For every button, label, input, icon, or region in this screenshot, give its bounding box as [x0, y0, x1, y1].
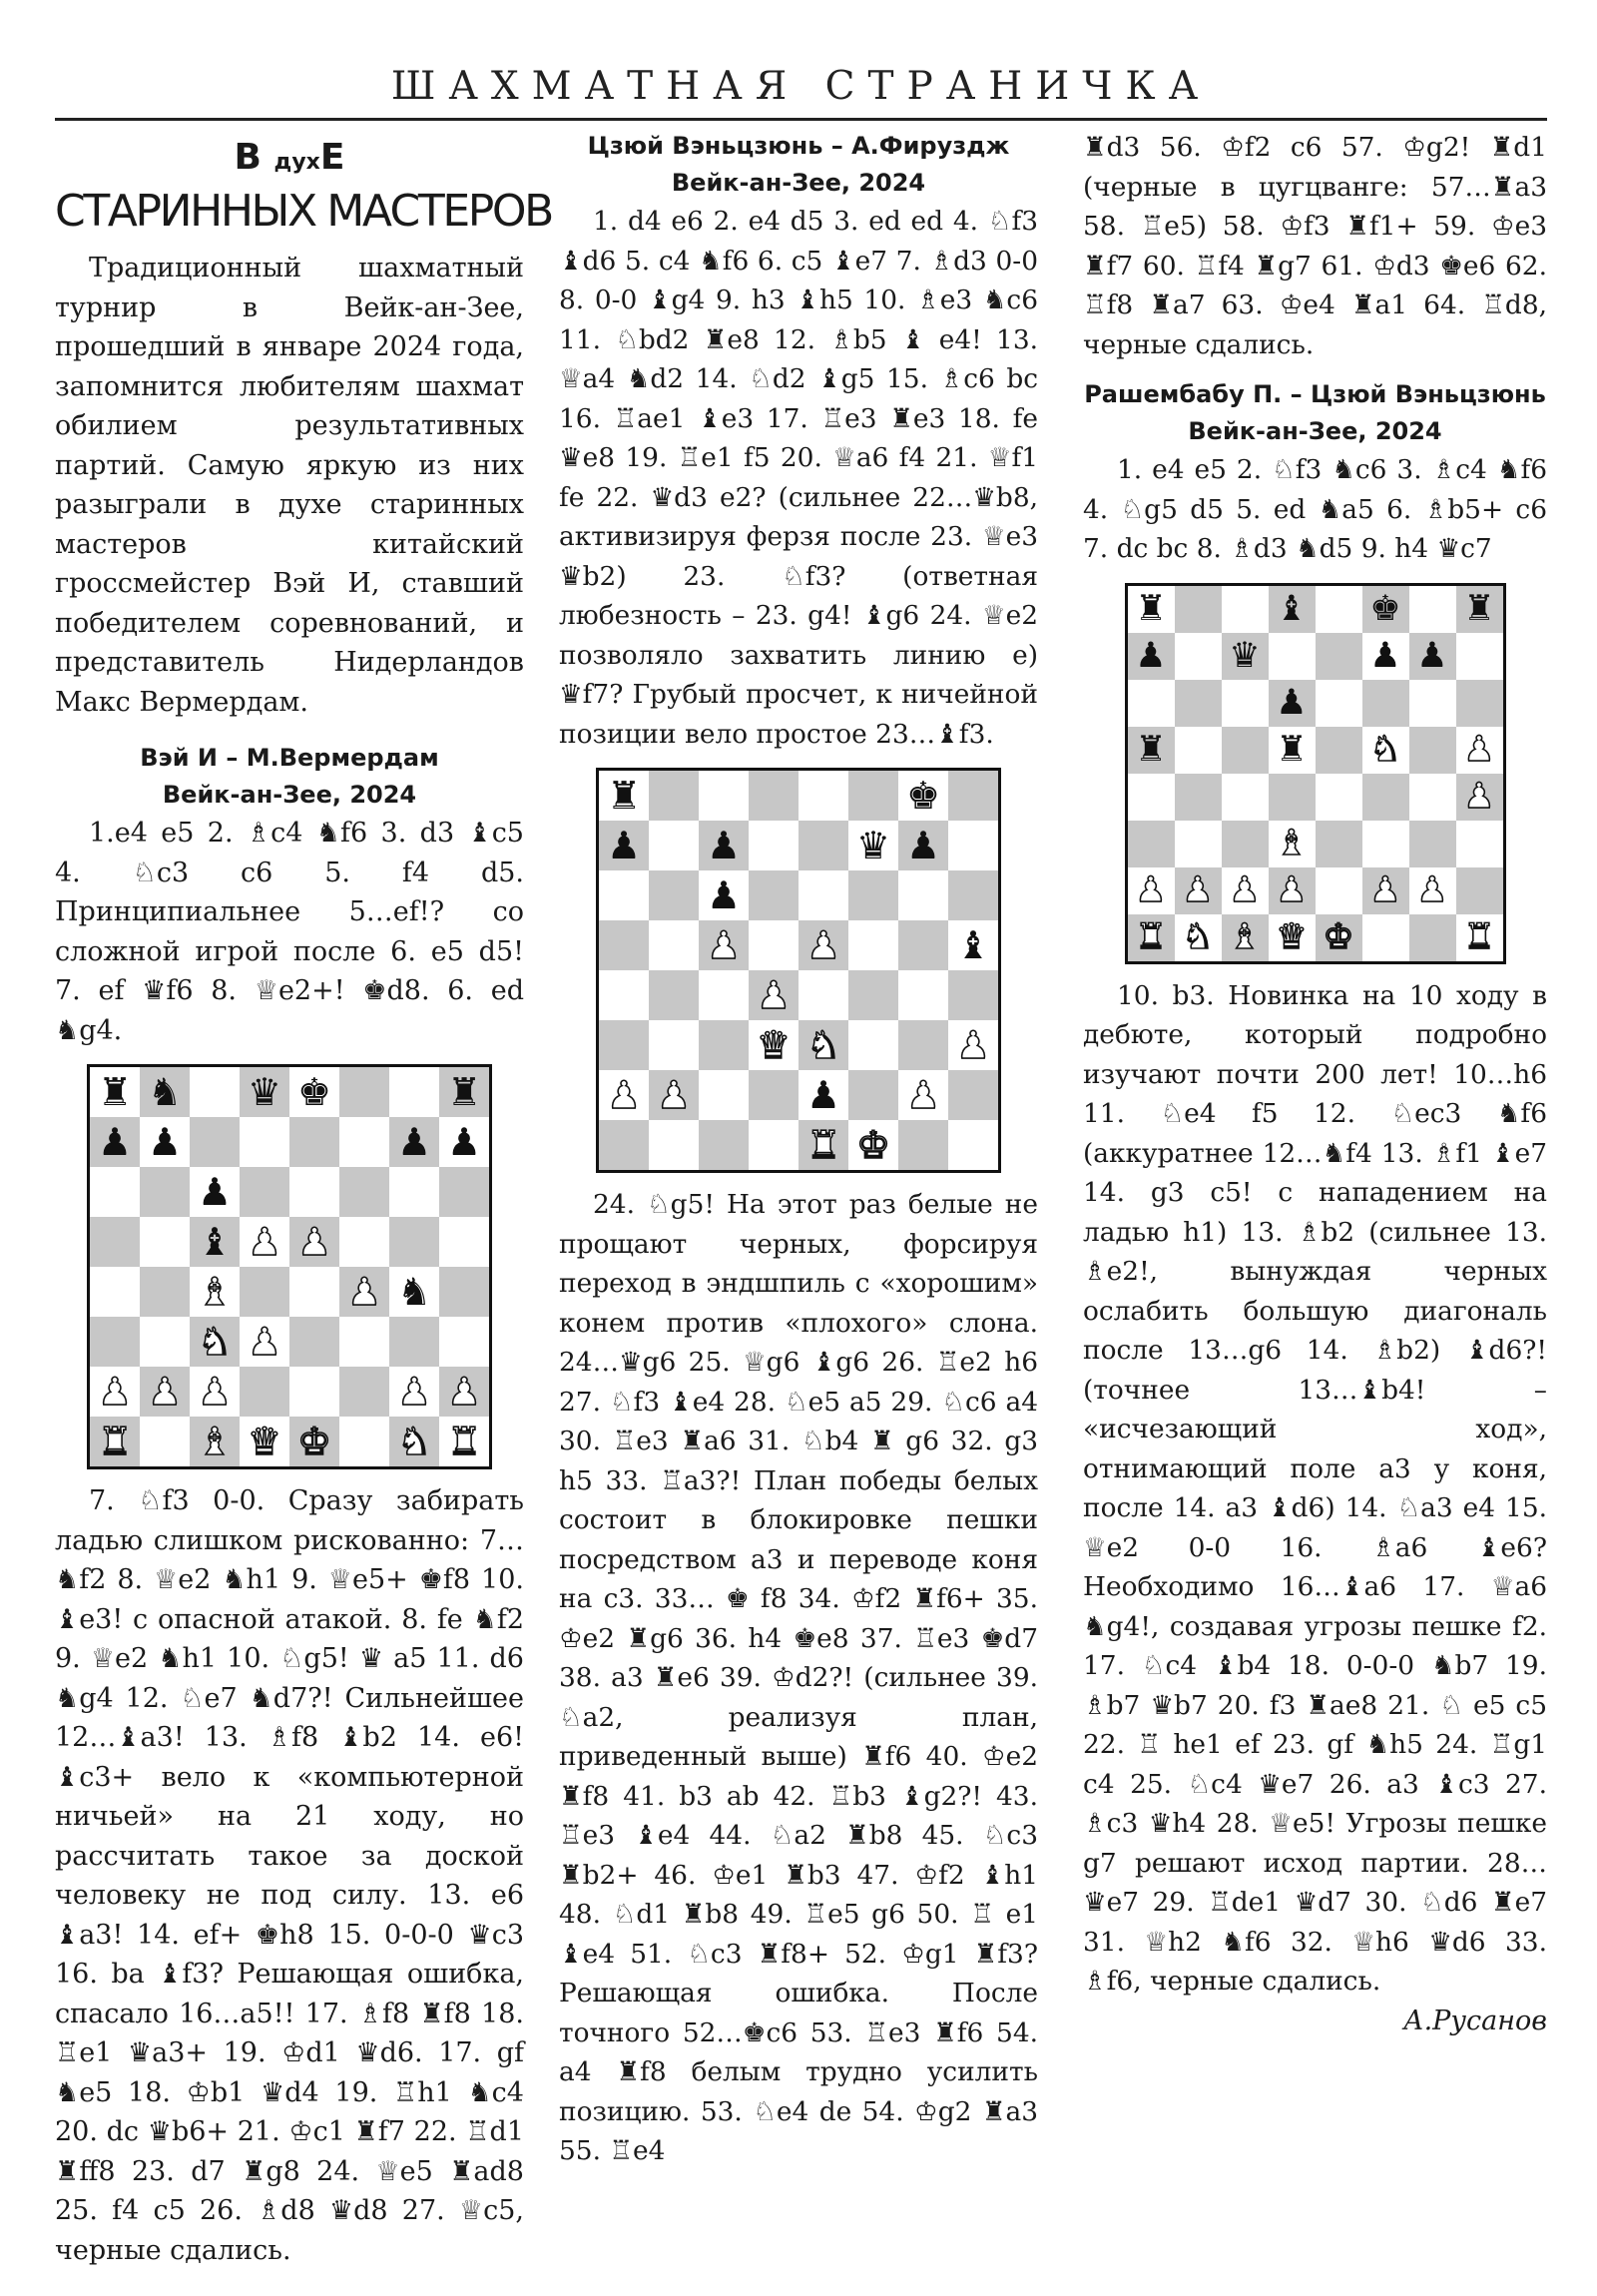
white-rook-icon: ♜: [446, 1420, 482, 1463]
square-f2: [339, 1367, 389, 1417]
game2-continuation: ♜d3 56. ♔f2 c6 57. ♔g2! ♜d1 (черные в цугцванге: 57…♜a3 58. ♖e5) 58. ♔f3 ♜f1+ 59. ♔e3 ♜f7 60. ♖f4 ♜g7 61. ♔d3 ♚e6 62. ♖f8 ♜a7 63. ♔e4 ♜a1 64. ♖d8, черные сдались.: [1083, 132, 1547, 360]
square-b1: [1175, 914, 1222, 961]
square-c5: [1222, 727, 1269, 774]
square-h7: [1456, 633, 1503, 680]
white-knight-icon: ♞: [1182, 916, 1214, 957]
white-pawn-icon: ♟: [905, 1073, 941, 1117]
square-f1: [1362, 914, 1409, 961]
square-f3: [1362, 821, 1409, 867]
square-a1: [1128, 914, 1175, 961]
white-pawn-icon: ♟: [97, 1370, 133, 1414]
square-c3: [190, 1317, 240, 1367]
square-h4: [948, 970, 998, 1020]
square-f8: [848, 771, 898, 821]
square-a2: [599, 1070, 649, 1120]
square-b4: [1175, 774, 1222, 821]
square-e1: [289, 1417, 339, 1466]
square-f7: [1362, 633, 1409, 680]
square-c4: [190, 1267, 240, 1317]
square-g5: [389, 1217, 439, 1267]
black-pawn-icon: ♟: [606, 824, 642, 867]
square-h1: [439, 1417, 489, 1466]
square-h4: [439, 1267, 489, 1317]
square-g2: [898, 1070, 948, 1120]
square-g2: [389, 1367, 439, 1417]
square-g8: [898, 771, 948, 821]
white-bishop-icon: ♝: [1229, 916, 1261, 957]
black-knight-icon: ♞: [147, 1070, 183, 1114]
column-right: [1083, 128, 1547, 2041]
square-f2: [848, 1070, 898, 1120]
black-king-icon: ♚: [905, 774, 941, 818]
white-pawn-icon: ♟: [955, 1023, 991, 1067]
square-d5: [749, 920, 798, 970]
square-a4: [1128, 774, 1175, 821]
square-d4: [749, 970, 798, 1020]
square-g8: [1409, 586, 1456, 633]
square-e7: [798, 821, 848, 870]
black-rook-icon: ♜: [1276, 729, 1308, 770]
square-h3: [1456, 821, 1503, 867]
black-pawn-icon: ♟: [805, 1073, 841, 1117]
article-title-line2: СТАРИННЫХ МАСТЕРОВ: [55, 186, 552, 237]
square-h1: [948, 1120, 998, 1170]
square-h5: [439, 1217, 489, 1267]
square-h2: [1456, 867, 1503, 914]
white-pawn-icon: ♟: [706, 923, 742, 967]
black-queen-icon: ♛: [1229, 635, 1261, 676]
square-c7: [1222, 633, 1269, 680]
square-e7: [1316, 633, 1362, 680]
square-f3: [339, 1317, 389, 1367]
white-king-icon: ♚: [855, 1123, 891, 1167]
square-c6: [1222, 680, 1269, 727]
white-pawn-icon: ♟: [1135, 869, 1167, 910]
game2-moves-1: 1. d4 e6 2. e4 d5 3. ed ed 4. ♘f3 ♝d6 5. c4 ♞f6 6. c5 ♝e7 7. ♗d3 0-0 8. 0-0 ♝g4 9. h3 ♝h5 10. ♗e3 ♞c6 11. ♘bd2 ♜e8 12. ♗b5 ♝ e4! 13. ♕a4 ♞d2 14. ♘d2 ♝g5 15. ♗c6 bc 16. ♖ae1 ♝e3 17. ♖e3 ♜e3 18. fe ♛e8 19. ♖e1 f5 20. ♕a6 f4 21. ♕f1 fe 22. ♛d3 e2? (сильнее 22…♛b8, активизируя ферзя после 23. ♕e3 ♛b2) 23. ♘f3? (ответная любезность – 23. g4! ♝g6 24. ♕e2 позволяло захватить линию e) ♛f7? Грубый просчет, к ничейной позиции вело простое 23…♝f3.: [559, 206, 1038, 750]
square-g8: [389, 1067, 439, 1117]
game3-players: Рашембабу П. – Цзюй Вэньцзюнь: [1084, 380, 1546, 408]
page-header: [55, 56, 1547, 121]
square-b2: [649, 1070, 699, 1120]
square-e7: [289, 1117, 339, 1167]
square-a8: [90, 1067, 140, 1117]
square-c3: [1222, 821, 1269, 867]
square-h7: [948, 821, 998, 870]
chess-diagram-3: [1125, 583, 1506, 964]
square-b1: [649, 1120, 699, 1170]
square-e2: [798, 1070, 848, 1120]
white-rook-icon: ♜: [97, 1420, 133, 1463]
square-a4: [90, 1267, 140, 1317]
black-pawn-icon: ♟: [905, 824, 941, 867]
square-f3: [848, 1020, 898, 1070]
white-pawn-icon: ♟: [446, 1370, 482, 1414]
black-bishop-icon: ♝: [197, 1220, 233, 1264]
square-f8: [339, 1067, 389, 1117]
square-d8: [749, 771, 798, 821]
square-a6: [599, 870, 649, 920]
square-g3: [1409, 821, 1456, 867]
square-h4: [1456, 774, 1503, 821]
game2-players: Цзюй Вэньцзюнь – А.Фируздж: [587, 132, 1010, 160]
square-g6: [898, 870, 948, 920]
column-left: [55, 128, 552, 2270]
square-d7: [749, 821, 798, 870]
square-c1: [190, 1417, 240, 1466]
white-pawn-icon: ♟: [1276, 869, 1308, 910]
black-king-icon: ♚: [1369, 588, 1401, 629]
game3-moves-2: 10. b3. Новинка на 10 ходу в дебюте, который подробно изучают почти 200 лет! 10…h6 11. ♘e4 f5 12. ♘ec3 ♞f6 (аккуратнее 12…♞f4 13. ♗f1 ♝e7 14. g3 c5! с нападением на ладью h1) 13. ♗b2 (сильнее 13. ♗e2!, вынуждая черных ослабить большую диагональ после 13…g6 14. ♗b2) ♝d6?! (точнее 13…♝b4! – «исчезающий ход», отнимающий поле a3 у коня, после 14. a3 ♝d6) 14. ♘a3 e4 15. ♕e2 0-0 16. ♗a6 ♝e6? Необходимо 16…♝a6 17. ♕a6 ♞g4!, создавая угрозы пешке f2. 17. ♘c4 ♝b4 18. 0-0-0 ♞b7 19. ♗b7 ♛b7 20. f3 ♜ae8 21. ♘ e5 c5 22. ♖ he1 ef 23. gf ♞h5 24. ♖g1 c4 25. ♘c4 ♛e7 26. a3 ♝c3 27. ♗c3 ♛h4 28. ♕e5! Угрозы пешке g7 решают исход партии. 28…♛e7 29. ♖de1 ♛d7 30. ♘d6 ♜e7 31. ♕h2 ♞f6 32. ♕h6 ♛d6 33. ♗f6, черные сдались.: [1083, 979, 1547, 1997]
white-king-icon: ♚: [296, 1420, 332, 1463]
square-g3: [389, 1317, 439, 1367]
square-c8: [1222, 586, 1269, 633]
square-f7: [339, 1117, 389, 1167]
square-c3: [699, 1020, 749, 1070]
white-bishop-icon: ♝: [197, 1420, 233, 1463]
square-c4: [1222, 774, 1269, 821]
square-e6: [289, 1167, 339, 1217]
white-queen-icon: ♛: [247, 1420, 282, 1463]
square-a3: [90, 1317, 140, 1367]
white-pawn-icon: ♟: [656, 1073, 692, 1117]
square-f1: [339, 1417, 389, 1466]
black-rook-icon: ♜: [1135, 588, 1167, 629]
square-e6: [798, 870, 848, 920]
square-h8: [439, 1067, 489, 1117]
square-c2: [699, 1070, 749, 1120]
square-h6: [1456, 680, 1503, 727]
square-f6: [1362, 680, 1409, 727]
black-pawn-icon: ♟: [1276, 682, 1308, 723]
white-pawn-icon: ♟: [1416, 869, 1448, 910]
square-e4: [1316, 774, 1362, 821]
square-h3: [439, 1317, 489, 1367]
white-pawn-icon: ♟: [1229, 869, 1261, 910]
white-pawn-icon: ♟: [606, 1073, 642, 1117]
square-f8: [1362, 586, 1409, 633]
white-king-icon: ♚: [1323, 916, 1354, 957]
game1-moves-2: 7. ♘f3 0-0. Сразу забирать ладью слишком рискованно: 7…♞f2 8. ♕e2 ♞h1 9. ♕e5+ ♚f8 10. ♝e3! с опасной атакой. 8. fe ♞f2 9. ♕e2 ♞h1 10. ♘g5! ♛ a5 11. d6 ♞g4 12. ♘e7 ♞d7?! Сильнейшее 12…♝a3! 13. ♗f8 ♝b2 14. e6! ♝c3+ вело к «компьютерной ничьей» на 21 ходу, но рассчитать такое за доской человеку не под силу. 13. e6 ♝a3! 14. ef+ ♚h8 15. 0-0-0 ♛c3 16. ba ♝f3? Решающая ошибка, спасало 16…a5!! 17. ♗f8 ♜f8 18. ♖e1 ♛a3+ 19. ♔d1 ♛d6. 17. gf ♞e5 18. ♔b1 ♛d4 19. ♖h1 ♞c4 20. dc ♛b6+ 21. ♔c1 ♜f7 22. ♖d1 ♜ff8 23. d7 ♜g8 24. ♕e5 ♜ad8 25. f4 c5 26. ♗d8 ♛d8 27. ♕c5, черные сдались.: [55, 1485, 524, 2266]
square-g1: [389, 1417, 439, 1466]
square-d1: [240, 1417, 289, 1466]
square-g1: [1409, 914, 1456, 961]
square-e8: [289, 1067, 339, 1117]
square-a8: [599, 771, 649, 821]
article-title-line1: В духЕ: [234, 137, 345, 178]
square-d5: [1269, 727, 1316, 774]
square-a5: [90, 1217, 140, 1267]
square-d3: [1269, 821, 1316, 867]
black-pawn-icon: ♟: [706, 873, 742, 917]
square-g4: [898, 970, 948, 1020]
square-d1: [1269, 914, 1316, 961]
white-pawn-icon: ♟: [756, 973, 792, 1017]
square-c1: [699, 1120, 749, 1170]
white-rook-icon: ♜: [1135, 916, 1167, 957]
square-e6: [1316, 680, 1362, 727]
square-a7: [1128, 633, 1175, 680]
white-pawn-icon: ♟: [396, 1370, 432, 1414]
square-g6: [389, 1167, 439, 1217]
square-d6: [240, 1167, 289, 1217]
square-f4: [339, 1267, 389, 1317]
square-e8: [798, 771, 848, 821]
square-c1: [1222, 914, 1269, 961]
square-e2: [289, 1367, 339, 1417]
square-e5: [798, 920, 848, 970]
white-knight-icon: ♞: [396, 1420, 432, 1463]
square-h8: [1456, 586, 1503, 633]
square-f5: [1362, 727, 1409, 774]
square-c2: [190, 1367, 240, 1417]
square-b7: [1175, 633, 1222, 680]
column-middle: [559, 128, 1038, 2171]
square-b8: [140, 1067, 190, 1117]
white-bishop-icon: ♝: [1276, 823, 1308, 863]
square-a7: [90, 1117, 140, 1167]
square-d7: [240, 1117, 289, 1167]
white-queen-icon: ♛: [1276, 916, 1308, 957]
page-title: ШАХМАТНАЯ СТРАНИЧКА: [390, 64, 1212, 109]
square-b2: [1175, 867, 1222, 914]
square-d5: [240, 1217, 289, 1267]
white-rook-icon: ♜: [805, 1123, 841, 1167]
square-d6: [1269, 680, 1316, 727]
square-a7: [599, 821, 649, 870]
square-g5: [898, 920, 948, 970]
square-b3: [140, 1317, 190, 1367]
square-h5: [948, 920, 998, 970]
square-e5: [289, 1217, 339, 1267]
square-b6: [649, 870, 699, 920]
square-e2: [1316, 867, 1362, 914]
white-knight-icon: ♞: [1369, 729, 1401, 770]
square-h6: [948, 870, 998, 920]
black-knight-icon: ♞: [396, 1270, 432, 1314]
square-h5: [1456, 727, 1503, 774]
game2-moves-2: 24. ♘g5! На этот раз белые не прощают черных, форсируя переход в эндшпиль с «хорошим» конем против «плохого» слона. 24…♛g6 25. ♕g6 ♝g6 26. ♖e2 h6 27. ♘f3 ♝e4 28. ♘e5 a5 29. ♘c6 a4 30. ♖e3 ♜a6 31. ♘b4 ♜ g6 32. g3 h5 33. ♖a3?! План победы белых состоит в блокировке пешки посредством a3 и переводе коня на c3. 33… ♚ f8 34. ♔f2 ♜f6+ 35. ♔e2 ♜g6 36. h4 ♚e8 37. ♖e3 ♚d7 38. a3 ♜e6 39. ♔d2?! (сильнее 39. ♘a2, реализуя план, приведенный выше) ♜f6 40. ♔e2 ♜f8 41. b3 ab 42. ♖b3 ♝g2?! 43. ♖e3 ♝e4 44. ♘a2 ♜b8 45. ♘c3 ♜b2+ 46. ♔e1 ♜b3 47. ♔f2 ♝h1 48. ♘d1 ♜b8 49. ♖e5 g6 50. ♖ e1 ♝e4 51. ♘c3 ♜f8+ 52. ♔g1 ♜f3? Решающая ошибка. После точного 52…♚c6 53. ♖e3 ♜f6 54. a4 ♜f8 белым трудно усилить позицию. 53. ♘e4 de 54. ♔g2 ♜a3 55. ♖e4: [559, 1189, 1038, 2166]
square-a5: [1128, 727, 1175, 774]
white-pawn-icon: ♟: [296, 1220, 332, 1264]
black-pawn-icon: ♟: [1135, 635, 1167, 676]
square-a5: [599, 920, 649, 970]
square-g4: [1409, 774, 1456, 821]
square-g6: [1409, 680, 1456, 727]
square-h7: [439, 1117, 489, 1167]
black-pawn-icon: ♟: [147, 1120, 183, 1164]
white-pawn-icon: ♟: [805, 923, 841, 967]
square-g2: [1409, 867, 1456, 914]
black-rook-icon: ♜: [606, 774, 642, 818]
square-e8: [1316, 586, 1362, 633]
black-pawn-icon: ♟: [1416, 635, 1448, 676]
white-rook-icon: ♜: [1463, 916, 1495, 957]
square-c2: [1222, 867, 1269, 914]
square-b3: [649, 1020, 699, 1070]
square-f6: [848, 870, 898, 920]
square-h2: [948, 1070, 998, 1120]
chess-diagram-2: [596, 768, 1001, 1173]
square-f4: [848, 970, 898, 1020]
square-c6: [699, 870, 749, 920]
square-g7: [898, 821, 948, 870]
square-g3: [898, 1020, 948, 1070]
game1-players: Вэй И – М.Вермердам: [140, 744, 439, 772]
black-pawn-icon: ♟: [446, 1120, 482, 1164]
square-c7: [699, 821, 749, 870]
white-pawn-icon: ♟: [1463, 776, 1495, 817]
square-g5: [1409, 727, 1456, 774]
white-pawn-icon: ♟: [1369, 869, 1401, 910]
white-pawn-icon: ♟: [346, 1270, 382, 1314]
square-f2: [1362, 867, 1409, 914]
square-d2: [240, 1367, 289, 1417]
square-c8: [190, 1067, 240, 1117]
square-d3: [240, 1317, 289, 1367]
chess-diagram-1: [87, 1064, 492, 1469]
black-rook-icon: ♜: [1463, 588, 1495, 629]
square-b6: [140, 1167, 190, 1217]
white-pawn-icon: ♟: [247, 1220, 282, 1264]
square-a1: [90, 1417, 140, 1466]
black-queen-icon: ♛: [247, 1070, 282, 1114]
square-a6: [90, 1167, 140, 1217]
square-a2: [90, 1367, 140, 1417]
game1-event: Вейк-ан-Зее, 2024: [162, 781, 417, 809]
square-f6: [339, 1167, 389, 1217]
square-b1: [140, 1417, 190, 1466]
square-f4: [1362, 774, 1409, 821]
square-b8: [649, 771, 699, 821]
square-h8: [948, 771, 998, 821]
black-pawn-icon: ♟: [396, 1120, 432, 1164]
white-bishop-icon: ♝: [197, 1270, 233, 1314]
game1-moves-1: 1.e4 e5 2. ♗c4 ♞f6 3. d3 ♝c5 4. ♘c3 c6 5. f4 d5. Принципиальнее 5…ef!? со сложной игрой после 6. e5 d5! 7. ef ♛f6 8. ♕e2+! ♚d8. 6. ed ♞g4.: [55, 818, 524, 1046]
square-c8: [699, 771, 749, 821]
square-f5: [339, 1217, 389, 1267]
square-d8: [1269, 586, 1316, 633]
game3-moves-1: 1. e4 e5 2. ♘f3 ♞c6 3. ♗c4 ♞f6 4. ♘g5 d5 5. ed ♞a5 6. ♗b5+ c6 7. dc bc 8. ♗d3 ♞d5 9. h4 ♛c7: [1083, 454, 1547, 564]
black-rook-icon: ♜: [446, 1070, 482, 1114]
white-pawn-icon: ♟: [147, 1370, 183, 1414]
square-a8: [1128, 586, 1175, 633]
square-g4: [389, 1267, 439, 1317]
white-knight-icon: ♞: [197, 1320, 233, 1364]
square-h6: [439, 1167, 489, 1217]
author-signature: А.Русанов: [1403, 2005, 1547, 2036]
square-h2: [439, 1367, 489, 1417]
white-pawn-icon: ♟: [1182, 869, 1214, 910]
black-rook-icon: ♜: [97, 1070, 133, 1114]
black-pawn-icon: ♟: [706, 824, 742, 867]
square-d2: [749, 1070, 798, 1120]
square-e5: [1316, 727, 1362, 774]
square-c5: [190, 1217, 240, 1267]
square-e3: [1316, 821, 1362, 867]
square-a2: [1128, 867, 1175, 914]
square-b4: [140, 1267, 190, 1317]
square-c5: [699, 920, 749, 970]
square-a6: [1128, 680, 1175, 727]
square-d4: [1269, 774, 1316, 821]
square-c7: [190, 1117, 240, 1167]
square-d2: [1269, 867, 1316, 914]
white-pawn-icon: ♟: [247, 1320, 282, 1364]
square-d3: [749, 1020, 798, 1070]
square-d6: [749, 870, 798, 920]
square-h3: [948, 1020, 998, 1070]
square-b4: [649, 970, 699, 1020]
square-e3: [798, 1020, 848, 1070]
black-queen-icon: ♛: [855, 824, 891, 867]
square-g7: [1409, 633, 1456, 680]
black-rook-icon: ♜: [1135, 729, 1167, 770]
square-a4: [599, 970, 649, 1020]
black-king-icon: ♚: [296, 1070, 332, 1114]
black-pawn-icon: ♟: [197, 1170, 233, 1214]
square-d7: [1269, 633, 1316, 680]
game2-event: Вейк-ан-Зее, 2024: [671, 169, 926, 197]
square-f5: [848, 920, 898, 970]
game3-event: Вейк-ан-Зее, 2024: [1188, 417, 1442, 445]
square-a3: [599, 1020, 649, 1070]
square-b2: [140, 1367, 190, 1417]
black-pawn-icon: ♟: [97, 1120, 133, 1164]
square-e1: [798, 1120, 848, 1170]
square-e4: [289, 1267, 339, 1317]
black-bishop-icon: ♝: [955, 923, 991, 967]
black-bishop-icon: ♝: [1276, 588, 1308, 629]
square-e4: [798, 970, 848, 1020]
square-g1: [898, 1120, 948, 1170]
square-a1: [599, 1120, 649, 1170]
square-h1: [1456, 914, 1503, 961]
intro-paragraph: Традиционный шахматный турнир в Вейк-ан-Зее, прошедший в январе 2024 года, запомнится любителям шахмат обилием результативных партий. Самую яркую из них разыграли в духе старинных мастеров китайский гроссмейстер Вэй И, ставший победителем соревнований, и представитель Нидерландов Макс Вермердам.: [55, 253, 524, 718]
square-c6: [190, 1167, 240, 1217]
square-b7: [140, 1117, 190, 1167]
white-pawn-icon: ♟: [1463, 729, 1495, 770]
square-b5: [1175, 727, 1222, 774]
square-b6: [1175, 680, 1222, 727]
square-g7: [389, 1117, 439, 1167]
square-b5: [140, 1217, 190, 1267]
square-b7: [649, 821, 699, 870]
square-e1: [1316, 914, 1362, 961]
square-d4: [240, 1267, 289, 1317]
square-e3: [289, 1317, 339, 1367]
white-knight-icon: ♞: [805, 1023, 841, 1067]
white-queen-icon: ♛: [756, 1023, 792, 1067]
square-d8: [240, 1067, 289, 1117]
square-f1: [848, 1120, 898, 1170]
square-f7: [848, 821, 898, 870]
square-c4: [699, 970, 749, 1020]
square-b5: [649, 920, 699, 970]
square-d1: [749, 1120, 798, 1170]
square-b8: [1175, 586, 1222, 633]
square-b3: [1175, 821, 1222, 867]
black-pawn-icon: ♟: [1369, 635, 1401, 676]
square-a3: [1128, 821, 1175, 867]
white-pawn-icon: ♟: [197, 1370, 233, 1414]
